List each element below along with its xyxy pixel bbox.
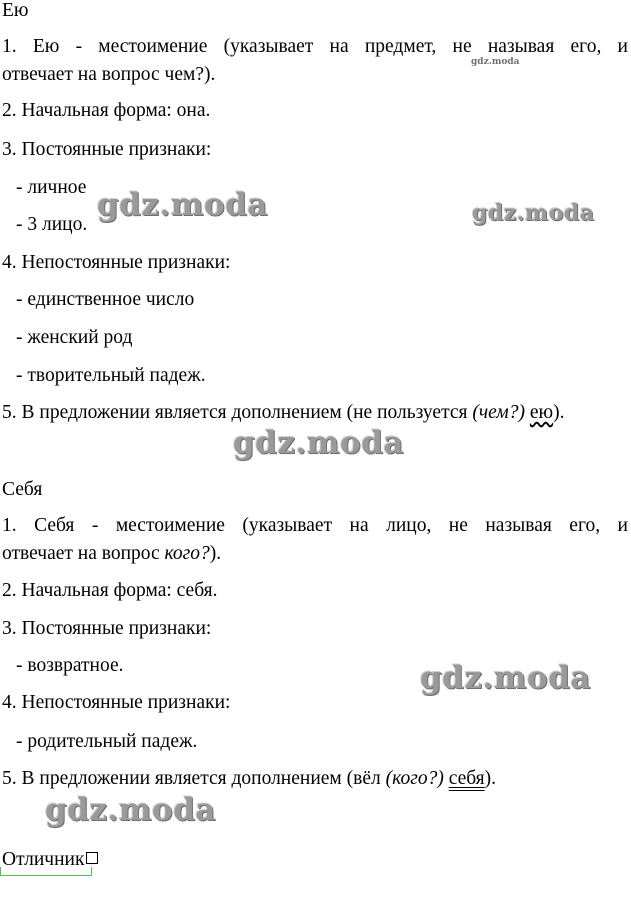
- sebya-point-1-line-b: [2, 543, 221, 565]
- sebya-point-1-text: отвечает на вопрос: [2, 543, 165, 564]
- eyu-point-5-text: 5. В предложении является дополнением (не пользуется: [2, 402, 473, 423]
- sebya-point-2: 2. Начальная форма: себя.: [2, 580, 218, 601]
- eyu-point-5: [2, 402, 564, 424]
- sebya-point-3: 3. Постоянные признаки:: [2, 618, 212, 639]
- eyu-var-feature-1: - единственное число: [16, 289, 195, 310]
- sebya-point-5-end: ).: [484, 768, 497, 789]
- watermark: gdz.moda: [471, 57, 520, 67]
- watermark: gdz.moda: [233, 425, 404, 461]
- eyu-point-5-word: ею: [529, 402, 554, 423]
- eyu-point-5-end: ).: [553, 402, 565, 423]
- footer-label-text: Отличник: [2, 849, 85, 870]
- sebya-const-feature-1: - возвратное.: [16, 655, 124, 676]
- sebya-point-1-end: ).: [209, 543, 222, 564]
- watermark: gdz.moda: [420, 660, 591, 696]
- sebya-point-4: 4. Непостоянные признаки:: [2, 692, 231, 713]
- eyu-point-2: 2. Начальная форма: она.: [2, 100, 211, 121]
- eyu-var-feature-2: - женский род: [16, 327, 133, 348]
- sebya-var-feature-1: - родительный падеж.: [16, 731, 198, 752]
- sebya-point-1-line-a: 1. Себя - местоимение (указывает на лицо, не называя его, и: [2, 515, 628, 536]
- sebya-point-1-question: кого?: [164, 543, 210, 564]
- square-icon: [86, 852, 98, 864]
- eyu-point-1-line-a: 1. Ею - местоимение (указывает на предмет, не называя его, и: [2, 36, 628, 57]
- section-title-sebya: Себя: [2, 479, 43, 500]
- eyu-point-3: 3. Постоянные признаки:: [2, 139, 212, 160]
- watermark: gdz.moda: [472, 200, 595, 226]
- watermark: gdz.moda: [97, 187, 268, 223]
- sebya-point-5-word: себя: [448, 768, 485, 789]
- footer-frame: [0, 867, 92, 876]
- sebya-point-5: [2, 768, 496, 790]
- eyu-const-feature-1: - личное: [16, 177, 87, 198]
- sebya-point-5-text: 5. В предложении является дополнением (вёл: [2, 768, 386, 789]
- eyu-point-1-line-b: отвечает на вопрос чем?).: [2, 64, 216, 85]
- eyu-var-feature-3: - творительный падеж.: [16, 365, 206, 386]
- section-title-eyu: Ею: [2, 0, 29, 21]
- eyu-point-4: 4. Непостоянные признаки:: [2, 252, 231, 273]
- watermark: gdz.moda: [45, 792, 216, 828]
- eyu-point-5-question: (чем?): [472, 402, 525, 423]
- sebya-point-5-question: (кого?): [385, 768, 444, 789]
- eyu-const-feature-2: - 3 лицо.: [16, 214, 88, 235]
